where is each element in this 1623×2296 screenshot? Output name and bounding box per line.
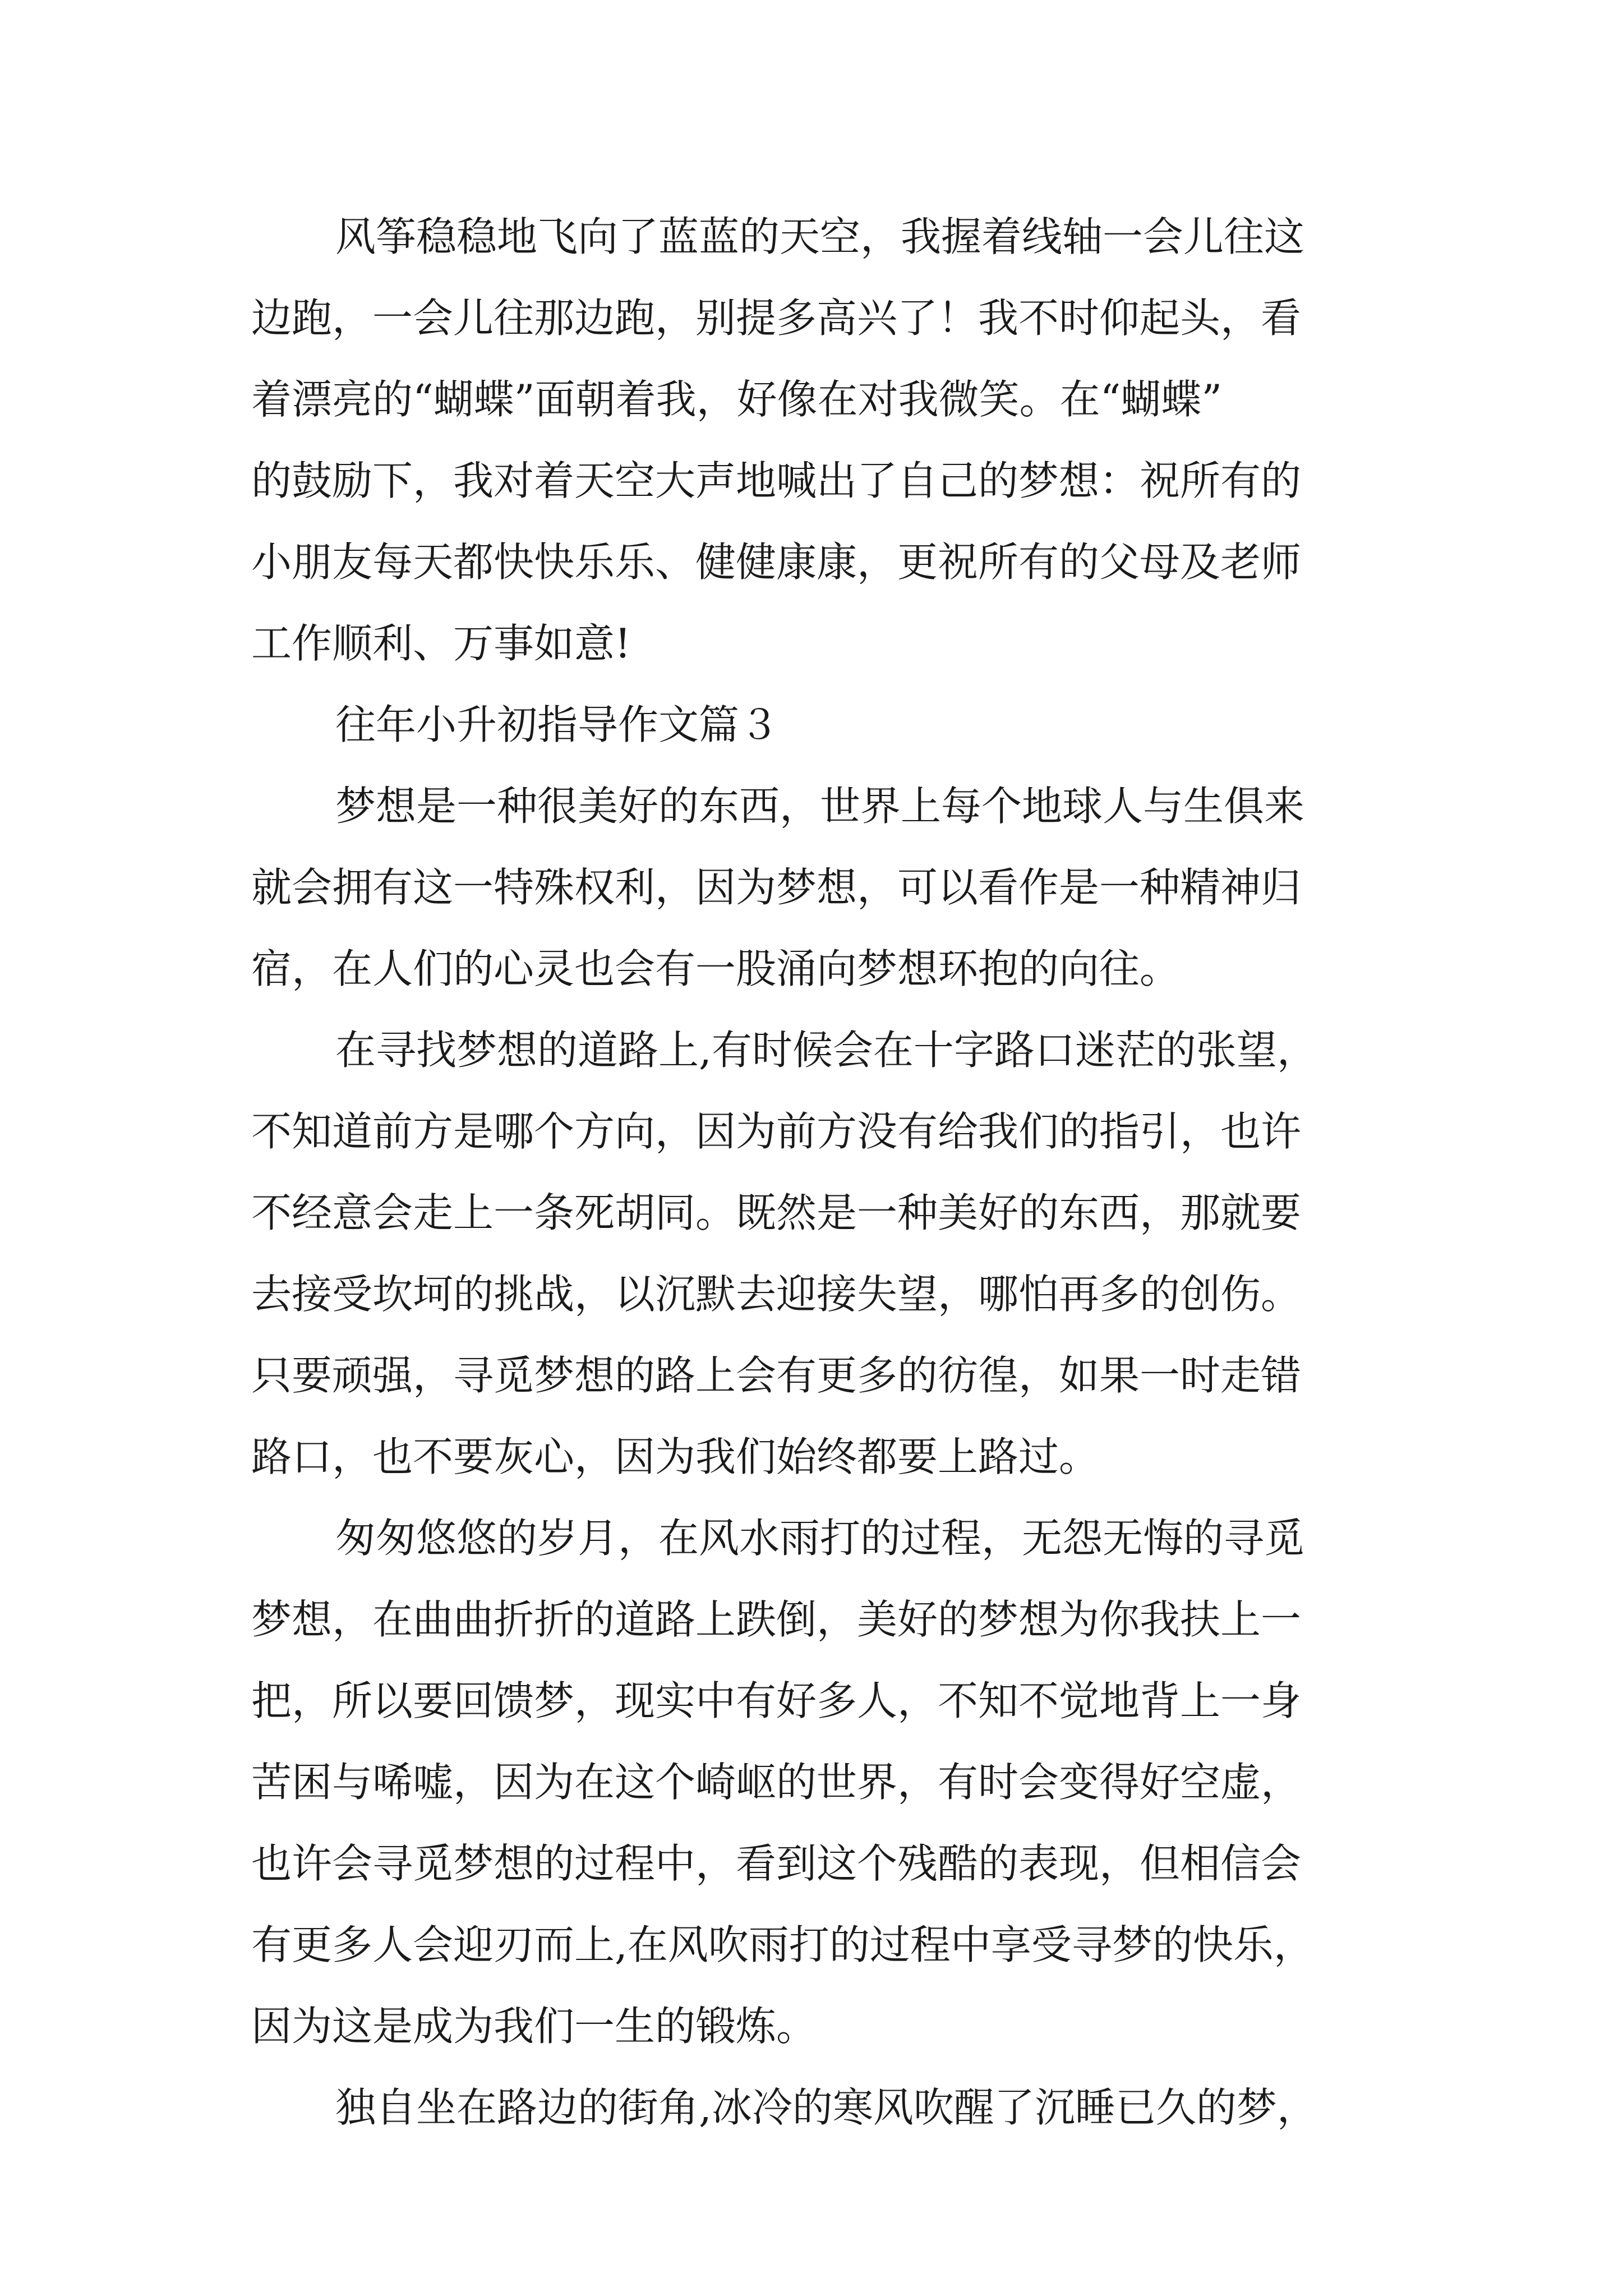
text-line: 也许会寻觅梦想的过程中，看到这个残酷的表现，但相信会 bbox=[251, 1840, 1302, 1887]
text-line: 因为这是成为我们一生的锻炼。 bbox=[251, 2003, 817, 2050]
text-line: 工作顺利、万事如意! bbox=[251, 620, 631, 667]
document-body bbox=[251, 196, 1373, 2148]
text-line: 匆匆悠悠的岁月，在风水雨打的过程，无怨无悔的寻觅 bbox=[335, 1515, 1305, 1562]
text-line: 不经意会走上一条死胡同。既然是一种美好的东西，那就要 bbox=[251, 1189, 1302, 1236]
text-line: 边跑，一会儿往那边跑，别提多高兴了！我不时仰起头，看 bbox=[251, 295, 1302, 342]
text-line: 去接受坎坷的挑战，以沉默去迎接失望，哪怕再多的创伤。 bbox=[251, 1271, 1302, 1318]
text-line: 把，所以要回馈梦，现实中有好多人，不知不觉地背上一身 bbox=[251, 1677, 1302, 1724]
text-line: 独自坐在路边的街角,冰冷的寒风吹醒了沉睡已久的梦， bbox=[335, 2084, 1317, 2131]
text-line: 就会拥有这一特殊权利，因为梦想，可以看作是一种精神归 bbox=[251, 864, 1302, 911]
text-line: 小朋友每天都快快乐乐、健健康康，更祝所有的父母及老师 bbox=[251, 539, 1302, 586]
text-line: 的鼓励下，我对着天空大声地喊出了自己的梦想：祝所有的 bbox=[251, 457, 1302, 504]
text-line: 着漂亮的“蝴蝶”面朝着我，好像在对我微笑。在“蝴蝶” bbox=[251, 376, 1223, 423]
text-line: 苦困与唏嘘，因为在这个崎岖的世界，有时会变得好空虚， bbox=[251, 1759, 1302, 1806]
text-line: 只要顽强，寻觅梦想的路上会有更多的彷徨，如果一时走错 bbox=[251, 1352, 1302, 1399]
section-heading: 往年小升初指导作文篇３ bbox=[335, 701, 780, 748]
text-line: 路口，也不要灰心，因为我们始终都要上路过。 bbox=[251, 1433, 1100, 1480]
text-line: 不知道前方是哪个方向，因为前方没有给我们的指引，也许 bbox=[251, 1108, 1302, 1155]
text-line: 梦想是一种很美好的东西，世界上每个地球人与生俱来 bbox=[335, 783, 1305, 830]
text-line: 梦想，在曲曲折折的道路上跌倒，美好的梦想为你我扶上一 bbox=[251, 1596, 1302, 1643]
text-line: 有更多人会迎刃而上,在风吹雨打的过程中享受寻梦的快乐， bbox=[251, 1921, 1314, 1968]
text-line: 在寻找梦想的道路上,有时候会在十字路口迷茫的张望， bbox=[335, 1027, 1317, 1074]
text-line: 风筝稳稳地飞向了蓝蓝的天空，我握着线轴一会儿往这 bbox=[335, 213, 1305, 260]
text-line: 宿，在人们的心灵也会有一股涌向梦想环抱的向往。 bbox=[251, 945, 1181, 992]
